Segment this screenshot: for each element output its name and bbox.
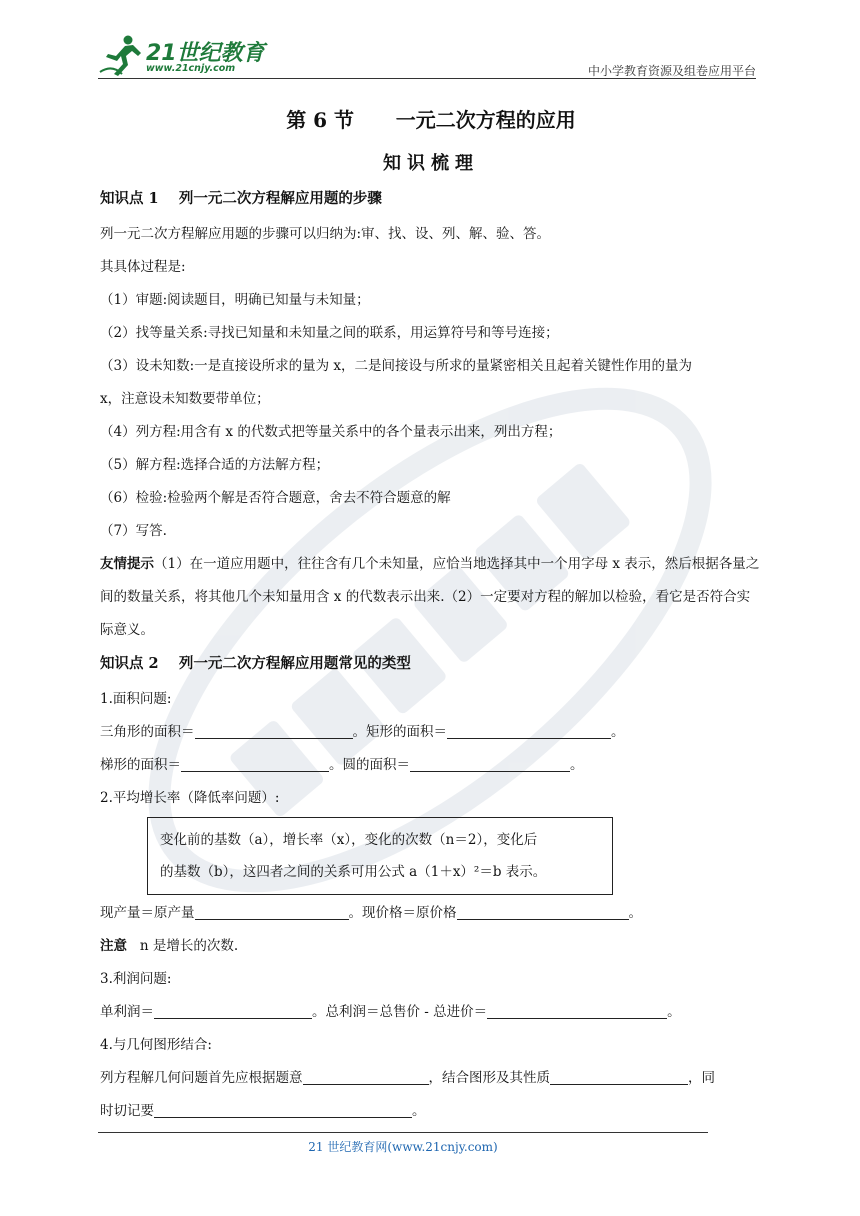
circle-label: 。圆的面积＝ [329, 757, 410, 773]
box-line-2: 的基数（b），这四者之间的关系可用公式 a（1＋x）²＝b 表示。 [160, 864, 547, 880]
geo-end: 。 [412, 1103, 426, 1119]
total-profit-label: 。总利润＝总售价 - 总进价＝ [312, 1004, 488, 1020]
step-6: （6）检验:检验两个解是否符合题意，舍去不符合题意的解 [100, 490, 451, 506]
geo-line-2 [100, 1095, 762, 1128]
note-line [100, 930, 762, 963]
footer-divider [98, 1132, 708, 1133]
step-5: （5）解方程:选择合适的方法解方程； [100, 457, 330, 473]
geo-text-a: 列方程解几何问题首先应根据题意 [100, 1070, 303, 1086]
platform-name: 中小学教育资源及组卷应用平台 [587, 64, 756, 78]
area-line-2 [100, 749, 762, 782]
unit-profit-label: 单利润＝ [100, 1004, 154, 1020]
trapezoid-area-blank[interactable] [181, 755, 329, 772]
output-label: 现产量＝原产量 [100, 905, 195, 921]
trapezoid-label: 梯形的面积＝ [100, 757, 181, 773]
profit-line [100, 996, 762, 1029]
area-end-2: 。 [570, 757, 584, 773]
step-2: （2）找等量关系:寻找已知量和未知量之间的联系，用运算符号和等号连接； [100, 325, 559, 341]
step-4: （4）列方程:用含有 x 的代数式把等量关系中的各个量表示出来，列出方程； [100, 424, 562, 440]
growth-line [100, 897, 762, 930]
box-line-1: 变化前的基数（a），增长率（x），变化的次数（n＝2），变化后 [160, 832, 538, 848]
document-body [100, 106, 762, 1128]
unit-profit-blank[interactable] [154, 1002, 312, 1019]
price-blank[interactable] [457, 903, 629, 920]
note-text: n 是增长的次数. [139, 938, 239, 954]
note-label: 注意 [100, 938, 127, 954]
geo-blank-3[interactable] [154, 1101, 412, 1118]
area-end-1: 。 [611, 724, 625, 740]
logo-text: 21世纪教育 [146, 41, 265, 66]
formula-box-wrap [147, 817, 762, 895]
output-blank[interactable] [195, 903, 349, 920]
logo-url: www.21cnjy.com [146, 63, 236, 74]
area-line-1 [100, 716, 762, 749]
site-logo [98, 34, 268, 78]
geo-blank-2[interactable] [550, 1068, 688, 1085]
friendly-tip [100, 548, 762, 647]
geo-line-1 [100, 1062, 762, 1095]
header-divider [98, 78, 756, 79]
price-label: 。现价格＝原价格 [348, 905, 457, 921]
geo-text-d: 时切记要 [100, 1103, 154, 1119]
page-title: 第 6 节 一元二次方程的应用 [286, 108, 576, 132]
growth-end: 。 [628, 905, 642, 921]
tip-label: 友情提示 [100, 556, 154, 572]
runner-logo-icon [98, 34, 144, 78]
step-1: （1）审题:阅读题目，明确已知量与未知量； [100, 292, 370, 308]
geo-text-b: ，结合图形及其性质 [428, 1070, 550, 1086]
geo-text-c: ，同 [688, 1070, 715, 1086]
geo-blank-1[interactable] [303, 1068, 429, 1085]
circle-area-blank[interactable] [410, 755, 570, 772]
formula-box [147, 817, 613, 895]
footer-text: 21 世纪教育网(www.21cnjy.com) [308, 1140, 498, 1154]
tip-text: （1）在一道应用题中，往往含有几个未知量，应恰当地选择其中一个用字母 x 表示，然后根据各量之间的数量关系，将其他几个未知量用含 x 的代数表示出来.（2）一定要对方程的解加以检验，看它是否符合实际意义。 [100, 556, 760, 638]
triangle-label: 三角形的面积＝ [100, 724, 195, 740]
rect-area-blank[interactable] [447, 722, 611, 739]
step-3: （3）设未知数:一是直接设所求的量为 x，二是间接设与所求的量紧密相关且起着关键性作用的量为 [100, 358, 693, 374]
kp1-heading: 知识点 1 列一元二次方程解应用题的步骤 [100, 190, 382, 207]
step-7: （7）写答. [100, 523, 167, 539]
growth-title: 2.平均增长率（降低率问题）: [100, 790, 280, 806]
triangle-area-blank[interactable] [195, 722, 353, 739]
kp1-intro: 列一元二次方程解应用题的步骤可以归纳为:审、找、设、列、解、验、答。 [100, 226, 551, 242]
geo-title: 4.与几何图形结合: [100, 1037, 212, 1053]
kp1-intro2: 其具体过程是: [100, 259, 186, 275]
total-profit-blank[interactable] [487, 1002, 667, 1019]
profit-title: 3.利润问题: [100, 971, 172, 987]
kp2-heading: 知识点 2 列一元二次方程解应用题常见的类型 [100, 655, 411, 672]
section-subtitle: 知识梳理 [383, 153, 479, 174]
area-title: 1.面积问题: [100, 691, 172, 707]
step-3-cont: x，注意设未知数要带单位； [100, 391, 270, 407]
rect-label: 。矩形的面积＝ [352, 724, 447, 740]
profit-end: 。 [667, 1004, 681, 1020]
